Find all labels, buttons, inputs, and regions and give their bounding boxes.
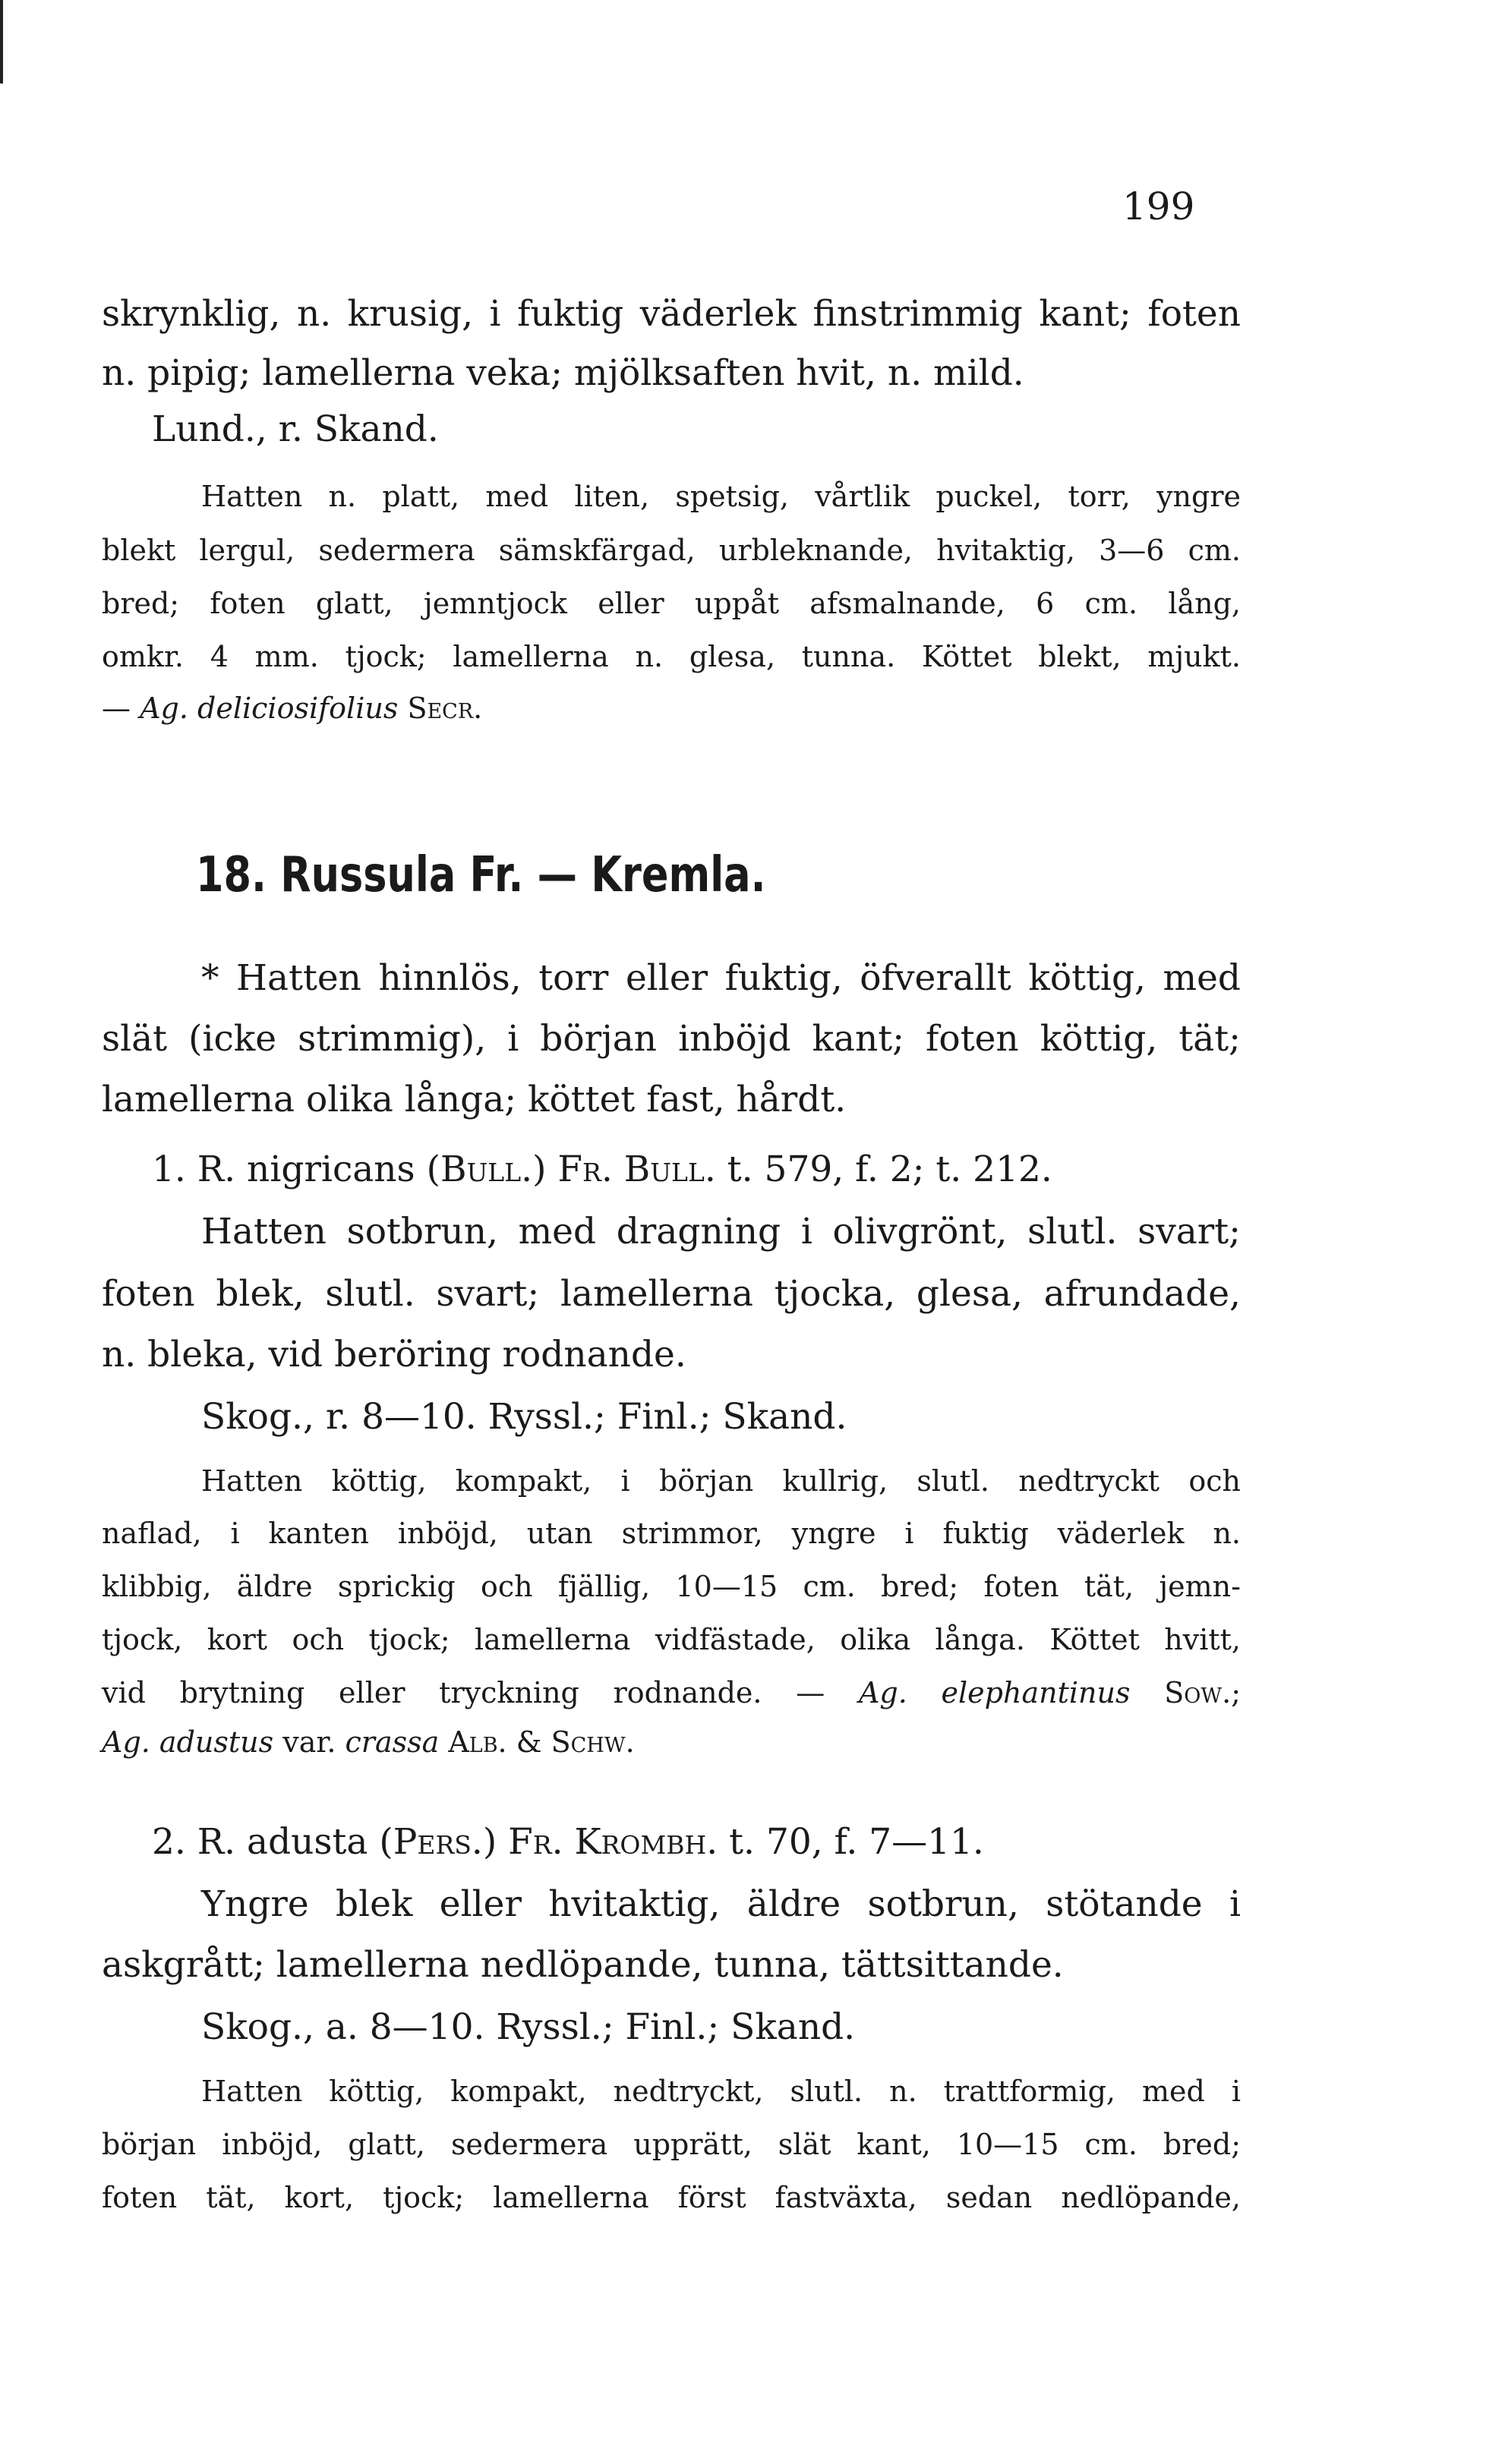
reference-authors: Fr. Krombh. bbox=[508, 1821, 718, 1863]
species-number: 2. R. adusta ( bbox=[152, 1821, 393, 1863]
intro-desc-5 bbox=[102, 689, 1241, 727]
intro-line-2: n. pipig; lamellerna veka; mjölksaften hvit, n. mild. bbox=[102, 352, 1024, 394]
author: Secr. bbox=[407, 692, 483, 725]
punctuation: ) bbox=[482, 1821, 509, 1863]
author: Bull. bbox=[440, 1149, 533, 1190]
key-line-3: lamellerna olika långa; köttet fast, hårdt. bbox=[102, 1079, 847, 1120]
variety-name: crassa bbox=[345, 1725, 440, 1759]
species-1-desc-6 bbox=[102, 1723, 1241, 1761]
species-name: Ag. adustus bbox=[102, 1725, 274, 1759]
species-1-desc-5 bbox=[102, 1674, 1241, 1712]
punctuation: ; bbox=[1231, 1676, 1241, 1709]
species-1-desc-1: Hatten köttig, kompakt, i början kullrig, slutl. nedtryckt och bbox=[201, 1464, 1241, 1498]
variety-label: var. bbox=[273, 1725, 345, 1759]
species-1-desc-2: naflad, i kanten inböjd, utan strimmor, yngre i fuktig väderlek n. bbox=[102, 1517, 1241, 1550]
page-number: 199 bbox=[1122, 184, 1195, 228]
species-1-desc-3: klibbig, äldre sprickig och fjällig, 10—15 cm. bred; foten tät, jemn- bbox=[102, 1570, 1241, 1603]
intro-desc-1: Hatten n. platt, med liten, spetsig, vårtlik puckel, torr, yngre bbox=[201, 480, 1241, 513]
plate-reference: t. 579, f. 2; t. 212. bbox=[715, 1149, 1052, 1190]
desc-text: vid brytning eller tryckning rodnande. — bbox=[102, 1676, 859, 1709]
species-1-line-2: foten blek, slutl. svart; lamellerna tjocka, glesa, afrundade, bbox=[102, 1273, 1241, 1315]
species-2-desc-2: början inböjd, glatt, sedermera upprätt, slät kant, 10—15 cm. bred; bbox=[102, 2128, 1241, 2161]
species-2-line-2: askgrått; lamellerna nedlöpande, tunna, tättsittande. bbox=[102, 1944, 1064, 1986]
species-1-line-1: Hatten sotbrun, med dragning i olivgrönt, slutl. svart; bbox=[201, 1211, 1241, 1252]
section-heading: 18. Russula Fr. — Kremla. bbox=[196, 847, 766, 903]
species-2-desc-3: foten tät, kort, tjock; lamellerna först fastväxta, sedan nedlöpande, bbox=[102, 2181, 1241, 2214]
key-line-2: slät (icke strimmig), i början inböjd kant; foten köttig, tät; bbox=[102, 1018, 1241, 1060]
key-line-1: * Hatten hinnlös, torr eller fuktig, öfverallt köttig, med bbox=[201, 957, 1241, 999]
intro-line-1: skrynklig, n. krusig, i fuktig väderlek finstrimmig kant; foten bbox=[102, 293, 1241, 335]
intro-desc-3: bred; foten glatt, jemntjock eller uppåt afsmalnande, 6 cm. lång, bbox=[102, 587, 1241, 620]
author: Alb. & Schw. bbox=[439, 1725, 635, 1759]
species-name: Ag. elephantinus bbox=[858, 1676, 1131, 1709]
dash: — bbox=[102, 692, 140, 725]
species-2-desc-1: Hatten köttig, kompakt, nedtryckt, slutl. n. trattformig, med i bbox=[201, 2075, 1241, 2108]
species-1-line-4: Skog., r. 8—10. Ryssl.; Finl.; Skand. bbox=[201, 1396, 847, 1438]
author: Sow. bbox=[1164, 1676, 1232, 1709]
page-edge-mark bbox=[0, 0, 3, 83]
reference-authors: Fr. Bull. bbox=[557, 1149, 716, 1190]
species-1-desc-4: tjock, kort och tjock; lamellerna vidfästade, olika långa. Köttet hvitt, bbox=[102, 1623, 1241, 1656]
species-2-heading bbox=[152, 1820, 1291, 1864]
species-number: 1. R. nigricans ( bbox=[152, 1149, 440, 1190]
intro-desc-2: blekt lergul, sedermera sämskfärgad, urbleknande, hvitaktig, 3—6 cm. bbox=[102, 534, 1241, 567]
species-2-line-1: Yngre blek eller hvitaktig, äldre sotbrun, stötande i bbox=[201, 1883, 1241, 1925]
author: Pers. bbox=[393, 1821, 483, 1863]
plate-reference: t. 70, f. 7—11. bbox=[718, 1821, 984, 1863]
species-1-line-3: n. bleka, vid beröring rodnande. bbox=[102, 1334, 686, 1375]
punctuation: ) bbox=[532, 1149, 558, 1190]
species-name: Ag. deliciosifolius bbox=[140, 692, 399, 725]
intro-line-3: Lund., r. Skand. bbox=[152, 408, 439, 450]
intro-desc-4: omkr. 4 mm. tjock; lamellerna n. glesa, tunna. Köttet blekt, mjukt. bbox=[102, 640, 1241, 673]
species-1-heading bbox=[152, 1148, 1291, 1192]
species-2-line-3: Skog., a. 8—10. Ryssl.; Finl.; Skand. bbox=[201, 2006, 856, 2048]
